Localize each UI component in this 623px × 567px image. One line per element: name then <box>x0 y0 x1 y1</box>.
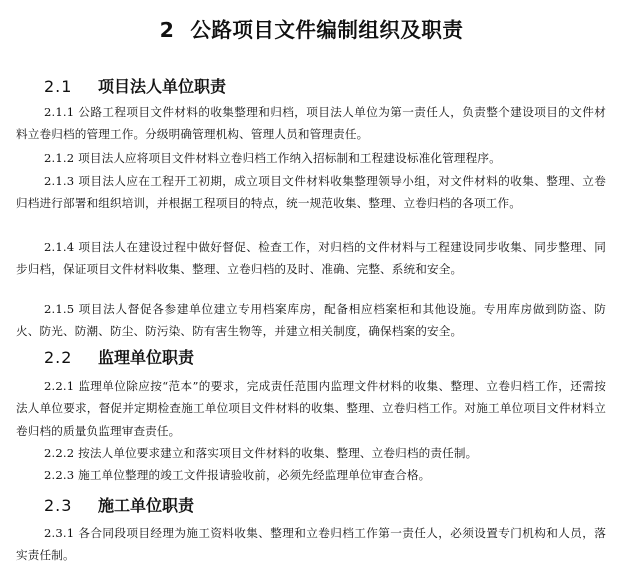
paragraph-2-1-4: 2.1.4 项目法人在建设过程中做好督促、检查工作，对归档的文件材料与工程建设同步收集、同步整理、同步归档，保证项目文件材料收集、整理、立卷归档的及时、准确、完整、系统和安全。 <box>16 240 606 277</box>
section-number: 2.3 <box>44 496 73 515</box>
paragraph-2-3-1: 2.3.1 各合同段项目经理为施工资料收集、整理和立卷归档工作第一责任人，必须设置专门机构和人员，落实责任制。 <box>16 526 606 563</box>
paragraph-2-2-1: 2.2.1 监理单位除应按“范本”的要求，完成责任范围内监理文件材料的收集、整理、立卷归档工作，还需按法人单位要求，督促并定期检查施工单位项目文件材料的收集、整理、立卷归档工作。对施工单位项目文件材料立卷归档的质量负监理审查责任。 <box>16 379 606 438</box>
chapter-title <box>0 16 623 44</box>
paragraph-2-1-1: 2.1.1 公路工程项目文件材料的收集整理和归档，项目法人单位为第一责任人，负责整个建设项目的文件材料立卷归档的管理工作。分级明确管理机构、管理人员和管理责任。 <box>16 105 606 142</box>
section-heading-2-2 <box>44 347 194 369</box>
section-title: 监理单位职责 <box>98 348 195 367</box>
chapter-title-text: 公路项目文件编制组织及职责 <box>190 18 464 42</box>
paragraph-2-1-3: 2.1.3 项目法人应在工程开工初期，成立项目文件材料收集整理领导小组，对文件材料的收集、整理、立卷归档进行部署和组织培训，并根据工程项目的特点，统一规范收集、整理、立卷归档的各项工作。 <box>16 174 606 211</box>
chapter-number: 2 <box>159 18 175 42</box>
paragraph-2-1-5: 2.1.5 项目法人督促各参建单位建立专用档案库房，配备相应档案柜和其他设施。专用库房做到防盗、防火、防光、防潮、防尘、防污染、防有害生物等，并建立相关制度，确保档案的安全。 <box>16 302 606 339</box>
section-title: 项目法人单位职责 <box>98 77 227 96</box>
section-title: 施工单位职责 <box>98 496 195 515</box>
paragraph-2-2-3: 2.2.3 施工单位整理的竣工文件报请验收前，必须先经监理单位审查合格。 <box>44 468 431 482</box>
section-number: 2.2 <box>44 348 73 367</box>
section-number: 2.1 <box>44 77 73 96</box>
paragraph-2-2-2: 2.2.2 按法人单位要求建立和落实项目文件材料的收集、整理、立卷归档的责任制。 <box>44 446 478 460</box>
section-heading-2-3 <box>44 495 194 517</box>
section-heading-2-1 <box>44 76 226 98</box>
paragraph-2-1-2: 2.1.2 项目法人应将项目文件材料立卷归档工作纳入招标制和工程建设标准化管理程序。 <box>44 151 501 165</box>
